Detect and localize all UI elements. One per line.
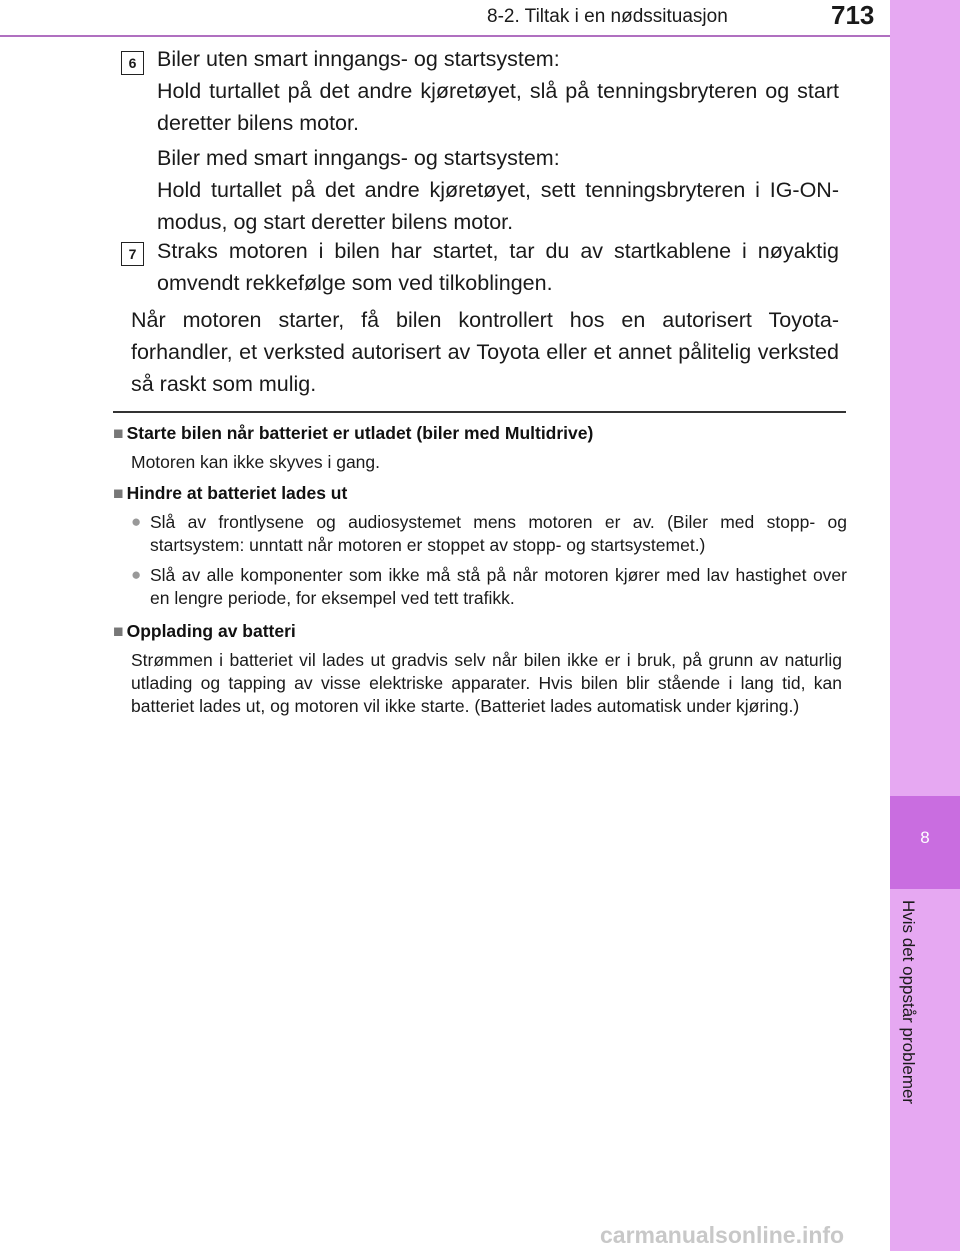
note-paragraph: Når motoren starter, få bilen kontrollert hos en autorisert Toyota-forhandler, et verksted autorisert av Toyota eller et annet pålitelig verksted så raskt som mulig.: [131, 308, 839, 396]
section-heading-multidrive: ■ Starte bilen når batteriet er utladet (biler med Multidrive): [113, 423, 594, 443]
section-heading-recharge: ■ Opplading av batteri: [113, 621, 296, 641]
bullet-item-2: Slå av alle komponenter som ikke må stå på når motoren kjører med lav hastighet over en lengre periode, for eksempel ved tett trafikk.: [150, 565, 847, 608]
step-7-text: Straks motoren i bilen har startet, tar du av startkablene i nøyaktig omvendt rekkefølge som ved tilkoblingen.: [157, 239, 839, 295]
square-bullet-icon: ■: [113, 621, 124, 641]
section-title: 8-2. Tiltak i en nødssituasjon: [487, 6, 728, 27]
section-text-multidrive: Motoren kan ikke skyves i gang.: [131, 452, 381, 472]
section-divider: [113, 411, 846, 413]
page-number: 713: [831, 0, 875, 30]
circle-bullet-icon: ●: [131, 512, 142, 531]
section-heading-battery-drain: ■ Hindre at batteriet lades ut: [113, 483, 348, 503]
step-badge-6: 6: [121, 51, 144, 75]
section-text-recharge: Strømmen i batteriet vil lades ut gradvis selv når bilen ikke er i bruk, på grunn av naturlig utlading og tapping av visse elektriske apparater. Hvis bilen blir stående i lang tid, kan batteriet lades ut, og motoren vil ikke starte. (Batteriet lades automatisk under kjøring.): [131, 650, 842, 716]
watermark: carmanualsonline.info: [600, 1222, 845, 1248]
step-badge-7: 7: [121, 242, 144, 266]
header-rule: [0, 35, 890, 37]
step-6-line-2: Hold turtallet på det andre kjøretøyet, slå på tenningsbryteren og start deretter bilens motor.: [157, 79, 839, 135]
square-bullet-icon: ■: [113, 483, 124, 503]
square-bullet-icon: ■: [113, 423, 124, 443]
step-6-line-1: Biler uten smart inngangs- og startsystem:: [157, 47, 560, 71]
chapter-title: Hvis det oppstår problemer: [899, 900, 918, 1105]
circle-bullet-icon: ●: [131, 565, 142, 584]
chapter-number: 8: [920, 828, 930, 847]
step-6-line-3: Biler med smart inngangs- og startsystem:: [157, 146, 560, 170]
step-6-line-4: Hold turtallet på det andre kjøretøyet, sett tenningsbryteren i IG-ON-modus, og start deretter bilens motor.: [157, 178, 839, 234]
bullet-item-1: Slå av frontlysene og audiosystemet mens motoren er av. (Biler med stopp- og startsystem: unntatt når motoren er stoppet av stopp- og startsystemet.): [150, 512, 847, 555]
